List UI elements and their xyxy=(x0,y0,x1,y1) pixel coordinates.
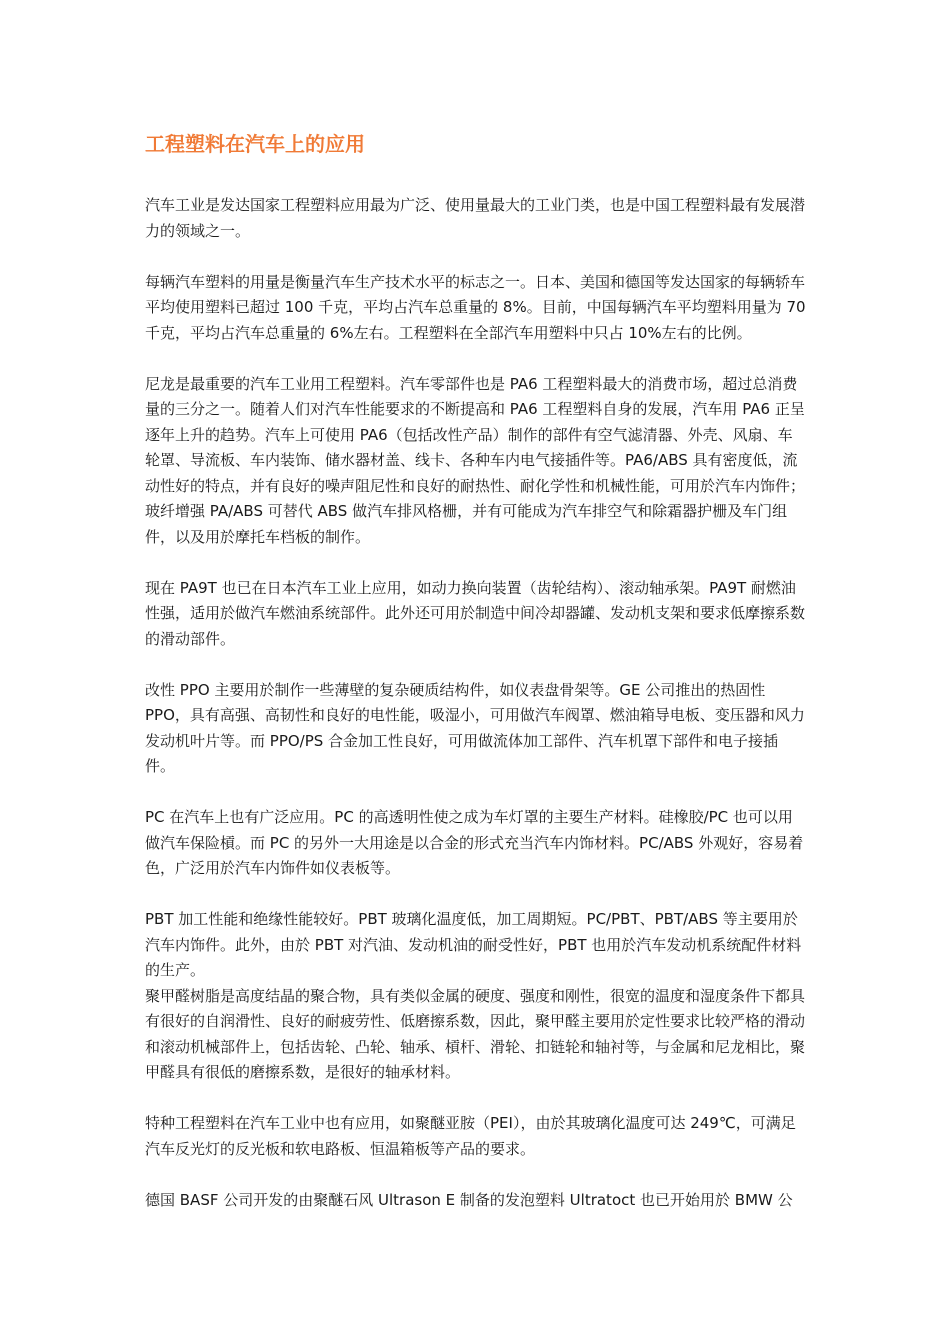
paragraph-polyacetal: 聚甲醛树脂是高度结晶的聚合物，具有类似金属的硬度、强度和刚性，很宽的温度和湿度条件下都具有很好的自润滑性、良好的耐疲劳性、低磨擦系数，因此，聚甲醛主要用於定性要求比较严格的滑动和滚动机械部件上，包括齿轮、凸轮、轴承、槓杆、滑轮、扣链轮和轴衬等，与金属和尼龙相比，聚甲醛具有很低的磨擦系数，是很好的轴承材料。 xyxy=(145,986,806,1081)
paragraph-basf: 德国 BASF 公司开发的由聚醚石风 Ultrason E 制备的发泡塑料 Ultratoct 也已开始用於 BMW 公 xyxy=(145,1190,793,1209)
paragraph-pc: PC 在汽车上也有广泛应用。PC 的高透明性使之成为车灯罩的主要生产材料。硅橡胶/PC 也可以用做汽车保险槓。而 PC 的另外一大用途是以合金的形式充当汽车内饰材料。PC/ABS 外观好，容易着色，广泛用於汽车内饰件如仪表板等。 xyxy=(145,808,804,877)
paragraph-ppo: 改性 PPO 主要用於制作一些薄壁的复杂硬质结构件，如仪表盘骨架等。GE 公司推出的热固性 PPO，具有高强、高韧性和良好的电性能，吸湿小，可用做汽车阀罩、燃油箱导电板、变压器和风力发动机叶片等。而 PPO/PS 合金加工性良好，可用做流体加工部件、汽车机罩下部件和电子接插件。 xyxy=(145,680,805,775)
paragraph-nylon: 尼龙是最重要的汽车工业用工程塑料。汽车零部件也是 PA6 工程塑料最大的消费市场，超过总消费量的三分之一。随着人们对汽车性能要求的不断提高和 PA6 工程塑料自身的发展，汽车用 PA6 正呈逐年上升的趋势。汽车上可使用 PA6（包括改性产品）制作的部件有空气滤清器、外壳、风扇、车轮罩、导流板、车内装饰、储水器材盖、线卡、各种车内电气接插件等。PA6/ABS 具有密度低，流动性好的特点，并有良好的噪声阻尼性和良好的耐热性、耐化学性和机械性能，可用於汽车内饰件；玻纤增强 PA/ABS 可替代 ABS 做汽车排风格栅，并有可能成为汽车排空气和除霜器护栅及车门组件，以及用於摩托车档板的制作。 xyxy=(145,374,806,546)
paragraph-pbt: PBT 加工性能和绝缘性能较好。PBT 玻璃化温度低，加工周期短。PC/PBT、PBT/ABS 等主要用於汽车内饰件。此外，由於 PBT 对汽油、发动机油的耐受性好，PBT 也用於汽车发动机系统配件材料的生产。 xyxy=(145,910,802,979)
paragraph-special-plastics: 特种工程塑料在汽车工业中也有应用，如聚醚亚胺（PEI），由於其玻璃化温度可达 249℃，可满足汽车反光灯的反光板和软电路板、恒温箱板等产品的要求。 xyxy=(145,1114,796,1158)
document-title: 工程塑料在汽车上的应用 xyxy=(145,132,365,156)
paragraph-automotive-industry: 汽车工业是发达国家工程塑料应用最为广泛、使用量最大的工业门类，也是中国工程塑料最有发展潜力的领域之一。 xyxy=(145,196,806,240)
paragraph-pa9t: 现在 PA9T 也已在日本汽车工业上应用，如动力换向装置（齿轮结构）、滚动轴承架。PA9T 耐燃油性强，适用於做汽车燃油系统部件。此外还可用於制造中间冷却器罐、发动机支架和要求低摩擦系数的滑动部件。 xyxy=(145,578,806,648)
document-body xyxy=(145,193,807,1213)
paragraph-plastic-usage: 每辆汽车塑料的用量是衡量汽车生产技术水平的标志之一。日本、美国和德国等发达国家的每辆轿车平均使用塑料已超过 100 千克，平均占汽车总重量的 8%。目前，中国每辆汽车平均塑料用量为 70 千克，平均占汽车总重量的 6%左右。工程塑料在全部汽车用塑料中只占 10%左右的比例。 xyxy=(145,272,806,342)
